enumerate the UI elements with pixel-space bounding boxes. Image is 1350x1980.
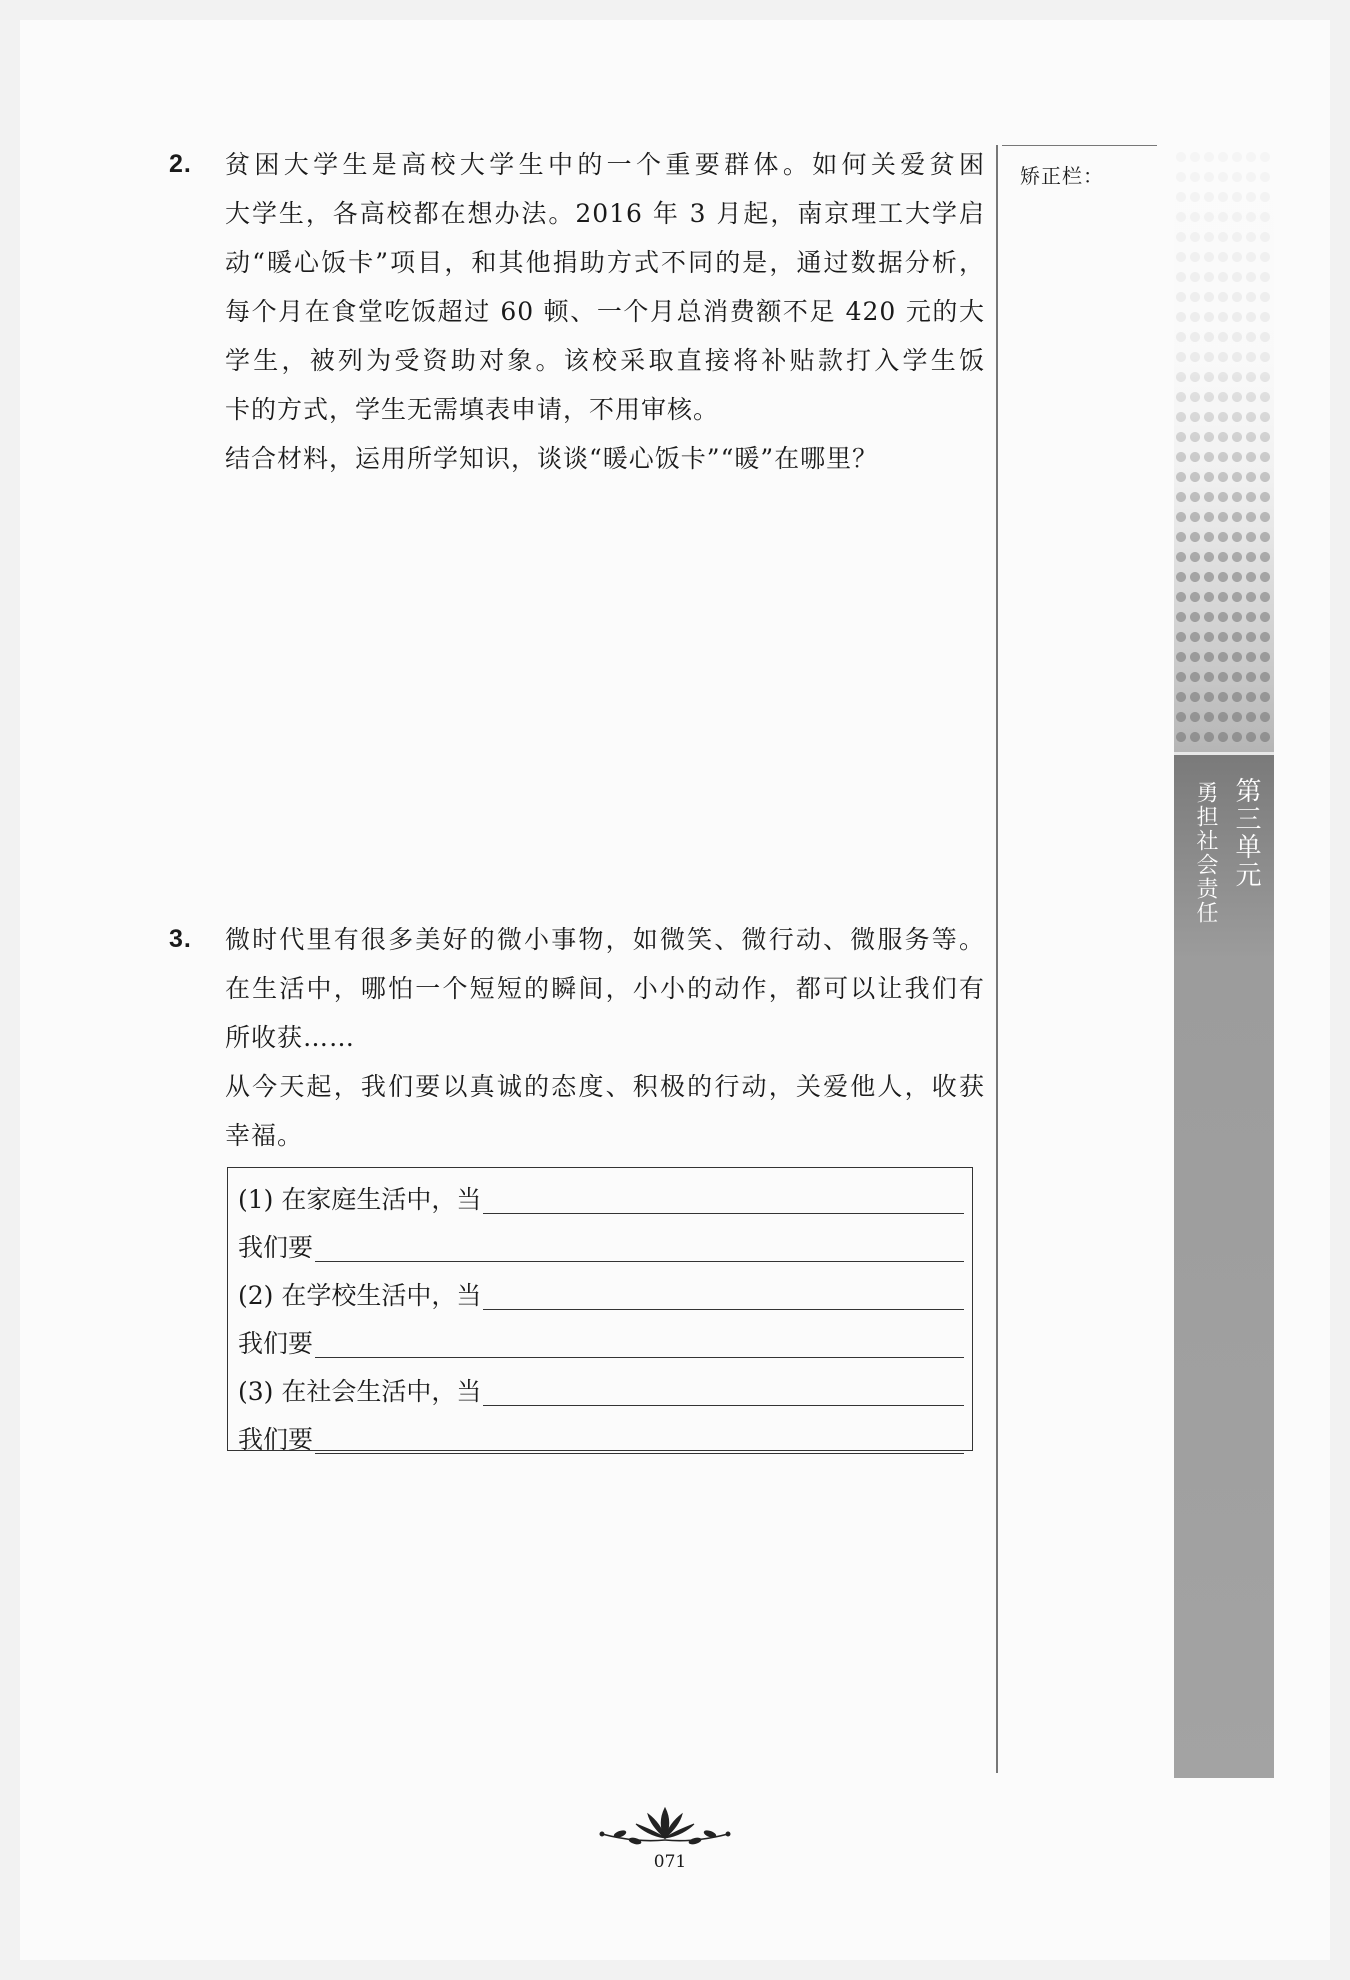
answer-row [238, 1316, 964, 1364]
unit-title: 第三单元 [1231, 777, 1261, 889]
answer-row-label: (3) 在社会生活中，当 [238, 1377, 482, 1406]
question-text-line: 贫困大学生是高校大学生中的一个重要群体。如何关爱贫困 [225, 150, 985, 179]
answer-row-label: 我们要 [238, 1425, 314, 1454]
page-number: 071 [653, 1852, 687, 1872]
answer-blank[interactable] [315, 1453, 964, 1454]
column-divider [996, 145, 998, 1773]
answer-row [238, 1172, 964, 1220]
question-text-line: 动“暖心饭卡”项目，和其他捐助方式不同的是，通过数据分析， [225, 248, 985, 277]
answer-row-label: (2) 在学校生活中，当 [238, 1281, 482, 1310]
answer-blank[interactable] [483, 1309, 964, 1310]
answer-row [238, 1412, 964, 1460]
unit-subtitle: 勇担社会责任 [1193, 781, 1218, 925]
question-text-line: 在生活中，哪怕一个短短的瞬间，小小的动作，都可以让我们有 [225, 974, 985, 1003]
answer-row-label: 我们要 [238, 1233, 314, 1262]
question-text-line: 卡的方式，学生无需填表申请，不用审核。 [225, 395, 720, 424]
question-prompt: 从今天起，我们要以真诚的态度、积极的行动，关爱他人，收获 [225, 1072, 985, 1101]
answer-blank[interactable] [315, 1261, 964, 1262]
question-text-line: 学生，被列为受资助对象。该校采取直接将补贴款打入学生饭 [225, 346, 985, 375]
correction-column[interactable] [1002, 145, 1157, 1774]
question-3 [169, 915, 985, 1160]
correction-label: 矫正栏： [1020, 164, 1104, 188]
halftone-fade [1174, 147, 1274, 752]
answer-row-label: (1) 在家庭生活中，当 [238, 1185, 482, 1214]
question-text-line: 每个月在食堂吃饭超过 60 顿、一个月总消费额不足 420 元的大 [225, 297, 985, 326]
unit-band [1174, 752, 1274, 1778]
question-number: 2. [169, 150, 192, 178]
floral-ornament-icon [590, 1800, 740, 1850]
unit-side-tab [1174, 147, 1274, 1775]
answer-row-label: 我们要 [238, 1329, 314, 1358]
answer-blank[interactable] [315, 1357, 964, 1358]
answer-row [238, 1220, 964, 1268]
question-text-line: 所收获…… [225, 1023, 356, 1052]
answer-row [238, 1268, 964, 1316]
answer-box [227, 1167, 973, 1454]
answer-blank[interactable] [483, 1213, 964, 1214]
answer-row [238, 1364, 964, 1412]
question-prompt: 幸福。 [225, 1121, 304, 1150]
question-2 [169, 140, 985, 483]
question-number: 3. [169, 925, 192, 953]
answer-blank[interactable] [483, 1405, 964, 1406]
question-prompt: 结合材料，运用所学知识，谈谈“暖心饭卡”“暖”在哪里？ [225, 444, 879, 473]
question-text-line: 微时代里有很多美好的微小事物，如微笑、微行动、微服务等。 [225, 925, 985, 954]
question-text-line: 大学生，各高校都在想办法。2016 年 3 月起，南京理工大学启 [225, 199, 985, 228]
